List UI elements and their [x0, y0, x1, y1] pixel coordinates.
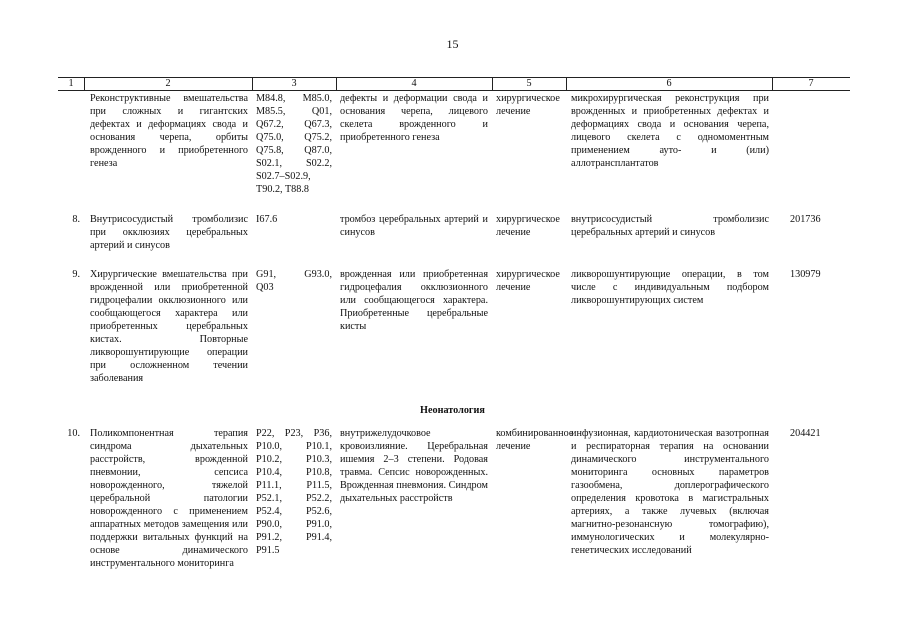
- code-line: [256, 531, 332, 544]
- code-item: Q03: [256, 282, 274, 293]
- row-codes: [256, 427, 332, 557]
- row-model: внутрижелудочковое кровоизлияние. Церебральная ишемия 2–3 степени. Родовая травма. Сепсис новорожденных. Врожденная пневмония. Синдром дыхательных расстройств: [340, 428, 488, 504]
- row-codes: [256, 92, 332, 196]
- code-line: [256, 492, 332, 505]
- header-col-6: 6: [666, 78, 672, 89]
- header-col-5: 5: [526, 78, 532, 89]
- code-item: P10.3,: [305, 454, 332, 465]
- row-number: 8.: [72, 214, 80, 225]
- code-line: [256, 157, 332, 170]
- row-model: тромбоз церебральных артерий и синусов: [340, 214, 488, 238]
- header-col-7: 7: [808, 78, 814, 89]
- code-item: T90.2, T88.8: [256, 184, 310, 195]
- code-item: S02.2,: [305, 158, 332, 169]
- row-cost: 204421: [790, 428, 821, 439]
- code-item: P52.6,: [305, 506, 332, 517]
- header-col-3: 3: [291, 78, 297, 89]
- code-item: P90.0,: [256, 519, 283, 530]
- row-method: ликворошунтирующие операции, в том числе с индивидуальным подбором ликворошунтирующих систем: [571, 269, 769, 306]
- code-line: [256, 281, 332, 294]
- code-line: [256, 453, 332, 466]
- header-bottom-border: [58, 90, 850, 91]
- row-treatment: хирургическое лечение: [496, 214, 560, 238]
- code-line: [256, 131, 332, 144]
- code-item: S02.7–S02.9,: [256, 171, 311, 182]
- code-item: Q87.0,: [304, 145, 332, 156]
- row-model: дефекты и деформации свода и основания черепа, лицевого скелета врожденного и приобретенного генеза: [340, 93, 488, 143]
- code-item: P10.2,: [256, 454, 283, 465]
- code-line: [256, 518, 332, 531]
- code-item: P11.5,: [306, 480, 332, 491]
- code-line: [256, 92, 332, 105]
- code-line: [256, 466, 332, 479]
- header-col-4: 4: [411, 78, 417, 89]
- code-item: P52.1,: [256, 493, 283, 504]
- row-number: 9.: [72, 269, 80, 280]
- row-treatment: хирургическое лечение: [496, 93, 560, 117]
- code-item: P91.2,: [256, 532, 283, 543]
- code-item: S02.1,: [256, 158, 283, 169]
- code-line: [256, 479, 332, 492]
- code-line: [256, 118, 332, 131]
- code-item: Q75.0,: [256, 132, 284, 143]
- code-item: P22,: [256, 428, 275, 439]
- code-item: P91.4,: [305, 532, 332, 543]
- code-item: Q67.2,: [256, 119, 284, 130]
- code-item: P10.8,: [305, 467, 332, 478]
- row-method: инфузионная, кардиотоническая вазотропная и респираторная терапия на основании динамического инструментального мониторинга основных параметров газообмена, доплерографического определения кровотока в магистральных артериях, а также лучевых (включая магнитно-резонансную томографию), иммунологических и молекулярно-генетических исследований: [571, 428, 769, 556]
- row-codes: [256, 213, 332, 226]
- code-item: Q67.3,: [304, 119, 332, 130]
- code-item: G93.0,: [304, 269, 332, 280]
- row-treatment: хирургическое лечение: [496, 269, 560, 293]
- row-name: Поликомпонентная терапия синдрома дыхательных расстройств, врожденной пневмонии, сепсиса новорожденного, тяжелой церебральной патологии новорожденного с применением аппаратных методов замещения или поддержки витальных функций на основе динамического инструментального мониторинга: [90, 428, 248, 569]
- code-item: Q75.8,: [256, 145, 284, 156]
- code-item: P10.1,: [305, 441, 332, 452]
- row-codes: [256, 268, 332, 294]
- code-item: P52.2,: [305, 493, 332, 504]
- code-item: M84.8,: [256, 93, 286, 104]
- code-item: P23,: [284, 428, 304, 439]
- code-item: M85.0,: [302, 93, 332, 104]
- row-cost: 201736: [790, 214, 821, 225]
- code-item: P10.0,: [256, 441, 283, 452]
- code-line: [256, 183, 332, 196]
- row-number: 10.: [67, 428, 80, 439]
- code-line: [256, 427, 332, 440]
- row-treatment: комбинированное лечение: [496, 428, 574, 452]
- code-line: [256, 544, 332, 557]
- header-col-2: 2: [165, 78, 171, 89]
- code-item: I67.6: [256, 214, 278, 225]
- code-item: G91,: [256, 269, 277, 280]
- code-line: [256, 213, 332, 226]
- code-item: P11.1,: [256, 480, 282, 491]
- code-line: [256, 268, 332, 281]
- code-line: [256, 440, 332, 453]
- code-line: [256, 505, 332, 518]
- row-model: врожденная или приобретенная гидроцефалия окклюзионного или сообщающегося характера. Приобретенные церебральные кисты: [340, 269, 488, 332]
- row-method: внутрисосудистый тромболизис церебральных артерий и синусов: [571, 214, 769, 238]
- code-item: P91.0,: [305, 519, 332, 530]
- header-col-1: 1: [68, 78, 74, 89]
- code-item: Q75.2,: [304, 132, 332, 143]
- code-item: P36,: [313, 428, 332, 439]
- row-name: Хирургические вмешательства при врожденной или приобретенной гидроцефалии окклюзионного или сообщающегося характера или приобретенных церебральных кистах. Повторные ликворошунтирующие операции при осложненном течении заболевания: [90, 269, 248, 384]
- code-line: [256, 105, 332, 118]
- row-method: микрохирургическая реконструкция при врожденных и приобретенных дефектах и деформациях свода и основания черепа, лицевого скелета с одномоментным применением ауто- и (или) аллотрансплантатов: [571, 93, 769, 169]
- code-item: Q01,: [311, 106, 332, 117]
- code-line: [256, 144, 332, 157]
- code-item: P52.4,: [256, 506, 283, 517]
- code-item: P10.4,: [256, 467, 283, 478]
- code-item: M85.5,: [256, 106, 286, 117]
- row-name: Внутрисосудистый тромболизис при окклюзиях церебральных артерий и синусов: [90, 214, 248, 251]
- section-title: Неонатология: [420, 405, 485, 416]
- page-number: 15: [446, 37, 459, 51]
- code-line: [256, 170, 332, 183]
- row-cost: 130979: [790, 269, 821, 280]
- row-name: Реконструктивные вмешательства при сложных и гигантских дефектах и деформациях свода и основания черепа, орбиты врожденного и приобретенного генеза: [90, 93, 248, 169]
- code-item: P91.5: [256, 545, 280, 556]
